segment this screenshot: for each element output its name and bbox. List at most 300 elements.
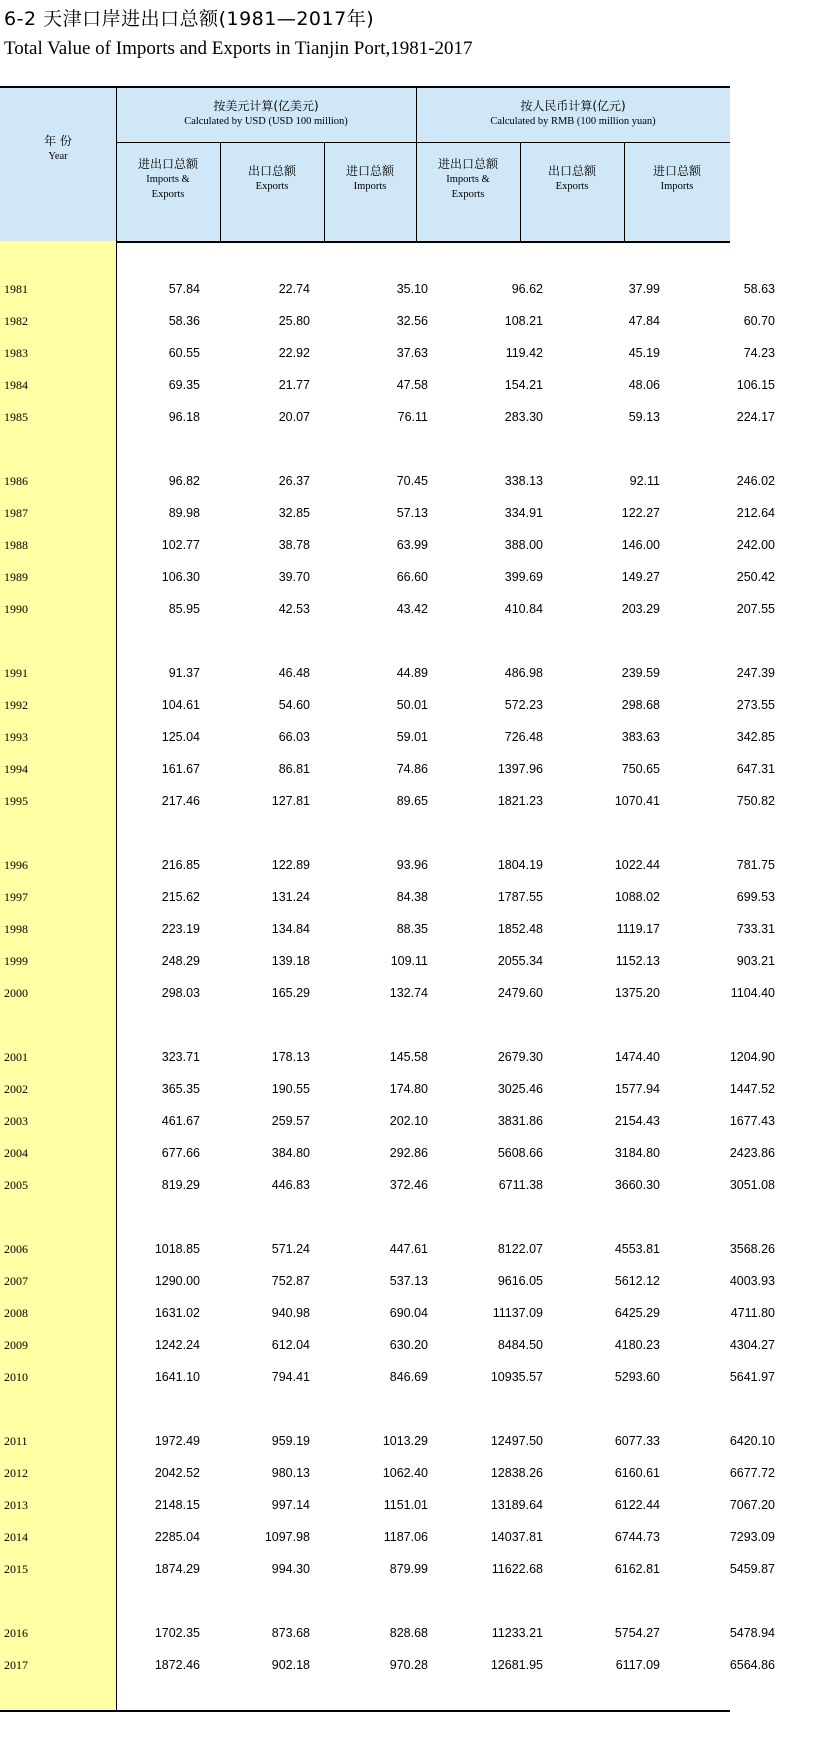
cell-year: 2010	[4, 1370, 28, 1384]
cell-rmb-exports: 6425.29	[614, 1306, 660, 1320]
cell-usd-total: 57.84	[168, 282, 200, 296]
cell-year: 2001	[4, 1050, 28, 1064]
cell-rmb-imports: 7067.20	[729, 1498, 775, 1512]
cell-year: 1997	[4, 890, 28, 904]
cell-usd-exports: 21.77	[278, 378, 310, 392]
rmb-exports-header: 出口总额 Exports	[547, 164, 596, 192]
cell-rmb-total: 3831.86	[497, 1114, 543, 1128]
cell-rmb-total: 410.84	[504, 602, 543, 616]
cell-usd-exports: 22.74	[278, 282, 310, 296]
cell-rmb-exports: 239.59	[621, 666, 660, 680]
cell-rmb-total: 283.30	[504, 410, 543, 424]
cell-usd-imports: 35.10	[396, 282, 428, 296]
cell-rmb-total: 8484.50	[497, 1338, 543, 1352]
cell-usd-imports: 32.56	[396, 314, 428, 328]
usd-group-header	[116, 98, 416, 129]
table-row	[0, 1175, 775, 1195]
cell-rmb-exports: 5612.12	[614, 1274, 660, 1288]
cell-year: 2003	[4, 1114, 28, 1128]
cell-usd-exports: 38.78	[278, 538, 310, 552]
cell-usd-exports: 1097.98	[264, 1530, 310, 1544]
cell-usd-exports: 32.85	[278, 506, 310, 520]
header-divider	[116, 142, 730, 143]
cell-usd-exports: 66.03	[278, 730, 310, 744]
cell-year: 1986	[4, 474, 28, 488]
year-column-divider	[116, 241, 117, 1710]
cell-rmb-exports: 3184.80	[614, 1146, 660, 1160]
cell-usd-total: 1631.02	[154, 1306, 200, 1320]
cell-usd-total: 106.30	[161, 570, 200, 584]
cell-usd-imports: 50.01	[396, 698, 428, 712]
table-row	[0, 599, 775, 619]
cell-rmb-total: 2055.34	[497, 954, 543, 968]
header-divider	[520, 142, 521, 241]
cell-usd-total: 223.19	[161, 922, 200, 936]
usd-exports-header: 出口总额 Exports	[247, 164, 296, 192]
cell-rmb-exports: 3660.30	[614, 1178, 660, 1192]
cell-rmb-imports: 733.31	[736, 922, 775, 936]
cell-rmb-total: 486.98	[504, 666, 543, 680]
cell-rmb-imports: 58.63	[743, 282, 775, 296]
cell-year: 2002	[4, 1082, 28, 1096]
cell-usd-total: 96.18	[168, 410, 200, 424]
header-divider	[220, 142, 221, 241]
cell-usd-total: 85.95	[168, 602, 200, 616]
cell-usd-exports: 259.57	[271, 1114, 310, 1128]
cell-rmb-imports: 106.15	[736, 378, 775, 392]
table-row	[0, 471, 775, 491]
cell-usd-total: 1874.29	[154, 1562, 200, 1576]
cell-rmb-exports: 48.06	[628, 378, 660, 392]
table-row	[0, 311, 775, 331]
cell-year: 2017	[4, 1658, 28, 1672]
cell-rmb-imports: 60.70	[743, 314, 775, 328]
cell-rmb-total: 10935.57	[490, 1370, 543, 1384]
table-row	[0, 407, 775, 427]
cell-usd-imports: 372.46	[389, 1178, 428, 1192]
cell-usd-exports: 384.80	[271, 1146, 310, 1160]
cell-usd-exports: 139.18	[271, 954, 310, 968]
cell-rmb-exports: 2154.43	[614, 1114, 660, 1128]
table-title-en: Total Value of Imports and Exports in Tianjin Port,1981-2017	[4, 38, 473, 59]
cell-rmb-imports: 246.02	[736, 474, 775, 488]
cell-rmb-exports: 37.99	[628, 282, 660, 296]
cell-usd-total: 677.66	[161, 1146, 200, 1160]
header-divider	[324, 142, 325, 241]
cell-rmb-total: 13189.64	[490, 1498, 543, 1512]
cell-usd-exports: 46.48	[278, 666, 310, 680]
cell-usd-exports: 54.60	[278, 698, 310, 712]
cell-year: 2015	[4, 1562, 28, 1576]
usd-total-header: 进出口总额 Imports & Exports	[137, 157, 198, 200]
year-column-background	[0, 241, 116, 1710]
cell-usd-imports: 44.89	[396, 666, 428, 680]
cell-rmb-imports: 647.31	[736, 762, 775, 776]
cell-rmb-imports: 242.00	[736, 538, 775, 552]
cell-usd-total: 104.61	[161, 698, 200, 712]
cell-year: 2005	[4, 1178, 28, 1192]
cell-rmb-imports: 5641.97	[729, 1370, 775, 1384]
cell-rmb-imports: 224.17	[736, 410, 775, 424]
cell-rmb-total: 726.48	[504, 730, 543, 744]
table-row	[0, 279, 775, 299]
cell-usd-exports: 997.14	[271, 1498, 310, 1512]
cell-year: 2016	[4, 1626, 28, 1640]
cell-year: 2006	[4, 1242, 28, 1256]
table-title-cn: 6-2 天津口岸进出口总额(1981—2017年)	[4, 8, 375, 30]
cell-usd-imports: 202.10	[389, 1114, 428, 1128]
cell-rmb-total: 572.23	[504, 698, 543, 712]
table-row	[0, 855, 775, 875]
table-row	[0, 503, 775, 523]
table-row	[0, 1079, 775, 1099]
table-row	[0, 1463, 775, 1483]
cell-usd-exports: 178.13	[271, 1050, 310, 1064]
table-row	[0, 1495, 775, 1515]
cell-usd-total: 1872.46	[154, 1658, 200, 1672]
usd-group-cn: 按美元计算(亿美元)	[213, 99, 319, 113]
cell-usd-exports: 959.19	[271, 1434, 310, 1448]
cell-rmb-imports: 4711.80	[730, 1306, 775, 1320]
cell-rmb-total: 399.69	[504, 570, 543, 584]
cell-usd-imports: 43.42	[396, 602, 428, 616]
cell-rmb-total: 3025.46	[497, 1082, 543, 1096]
cell-rmb-total: 108.21	[504, 314, 543, 328]
cell-usd-total: 365.35	[161, 1082, 200, 1096]
cell-rmb-exports: 47.84	[628, 314, 660, 328]
table-row	[0, 759, 775, 779]
cell-usd-total: 1702.35	[154, 1626, 200, 1640]
table-row	[0, 1303, 775, 1323]
cell-year: 1993	[4, 730, 28, 744]
cell-year: 2008	[4, 1306, 28, 1320]
cell-usd-total: 819.29	[161, 1178, 200, 1192]
cell-year: 2009	[4, 1338, 28, 1352]
cell-rmb-total: 1397.96	[497, 762, 543, 776]
cell-usd-imports: 84.38	[396, 890, 428, 904]
cell-year: 2007	[4, 1274, 28, 1288]
cell-usd-exports: 39.70	[278, 570, 310, 584]
cell-year: 2004	[4, 1146, 28, 1160]
cell-rmb-exports: 6077.33	[614, 1434, 660, 1448]
cell-usd-imports: 66.60	[396, 570, 428, 584]
cell-usd-total: 217.46	[161, 794, 200, 808]
cell-rmb-imports: 6564.86	[729, 1658, 775, 1672]
table-row	[0, 1527, 775, 1547]
cell-usd-total: 215.62	[161, 890, 200, 904]
usd-group-en: Calculated by USD (USD 100 million)	[184, 116, 348, 127]
cell-usd-total: 2285.04	[154, 1530, 200, 1544]
cell-rmb-imports: 750.82	[736, 794, 775, 808]
cell-rmb-exports: 6117.09	[615, 1658, 660, 1672]
cell-usd-imports: 690.04	[389, 1306, 428, 1320]
table-header	[0, 88, 730, 243]
cell-usd-imports: 537.13	[389, 1274, 428, 1288]
rmb-group-cn: 按人民币计算(亿元)	[520, 99, 626, 113]
cell-year: 1983	[4, 346, 28, 360]
table-row	[0, 343, 775, 363]
cell-rmb-total: 1804.19	[497, 858, 543, 872]
cell-year: 1990	[4, 602, 28, 616]
cell-usd-imports: 846.69	[389, 1370, 428, 1384]
cell-rmb-exports: 1070.41	[614, 794, 660, 808]
cell-rmb-imports: 212.64	[736, 506, 775, 520]
cell-year: 2014	[4, 1530, 28, 1544]
cell-usd-total: 1972.49	[154, 1434, 200, 1448]
cell-rmb-total: 12681.95	[490, 1658, 543, 1672]
cell-usd-total: 1641.10	[154, 1370, 200, 1384]
cell-usd-total: 461.67	[161, 1114, 200, 1128]
cell-rmb-imports: 207.55	[736, 602, 775, 616]
cell-usd-exports: 571.24	[271, 1242, 310, 1256]
cell-usd-imports: 828.68	[389, 1626, 428, 1640]
cell-usd-imports: 37.63	[396, 346, 428, 360]
year-header	[0, 133, 116, 164]
cell-usd-imports: 1013.29	[382, 1434, 428, 1448]
usd-imports-header: 进口总额 Imports	[345, 164, 394, 192]
cell-usd-exports: 446.83	[271, 1178, 310, 1192]
cell-rmb-exports: 383.63	[621, 730, 660, 744]
cell-usd-total: 1242.24	[154, 1338, 200, 1352]
cell-year: 1989	[4, 570, 28, 584]
cell-usd-imports: 174.80	[389, 1082, 428, 1096]
cell-rmb-total: 12497.50	[490, 1434, 543, 1448]
cell-usd-imports: 1062.40	[382, 1466, 428, 1480]
cell-usd-exports: 86.81	[278, 762, 310, 776]
cell-rmb-total: 1821.23	[497, 794, 543, 808]
cell-usd-exports: 994.30	[271, 1562, 310, 1576]
rmb-imports-header: 进口总额 Imports	[652, 164, 701, 192]
table-row	[0, 1367, 775, 1387]
bottom-rule	[0, 1710, 730, 1712]
cell-rmb-total: 338.13	[504, 474, 543, 488]
table-row	[0, 727, 775, 747]
table-row	[0, 1271, 775, 1291]
cell-usd-total: 102.77	[161, 538, 200, 552]
cell-rmb-total: 8122.07	[497, 1242, 543, 1256]
cell-usd-exports: 940.98	[271, 1306, 310, 1320]
cell-rmb-imports: 699.53	[736, 890, 775, 904]
cell-rmb-total: 6711.38	[498, 1178, 543, 1192]
table-row	[0, 695, 775, 715]
cell-rmb-exports: 92.11	[629, 474, 660, 488]
cell-usd-imports: 292.86	[389, 1146, 428, 1160]
cell-usd-total: 1290.00	[154, 1274, 200, 1288]
cell-usd-imports: 76.11	[397, 410, 428, 424]
cell-usd-exports: 902.18	[271, 1658, 310, 1672]
table-row	[0, 1335, 775, 1355]
year-header-en: Year	[48, 151, 68, 162]
cell-rmb-total: 96.62	[511, 282, 543, 296]
cell-rmb-imports: 1104.40	[730, 986, 775, 1000]
cell-rmb-imports: 5478.94	[729, 1626, 775, 1640]
table-row	[0, 1143, 775, 1163]
cell-year: 1985	[4, 410, 28, 424]
table-row	[0, 951, 775, 971]
header-divider	[416, 88, 417, 241]
table-row	[0, 1111, 775, 1131]
cell-usd-imports: 132.74	[389, 986, 428, 1000]
cell-usd-imports: 59.01	[396, 730, 428, 744]
rmb-group-en: Calculated by RMB (100 million yuan)	[490, 116, 656, 127]
cell-rmb-total: 1787.55	[497, 890, 543, 904]
cell-rmb-exports: 1577.94	[614, 1082, 660, 1096]
cell-year: 1987	[4, 506, 28, 520]
cell-rmb-exports: 4180.23	[614, 1338, 660, 1352]
cell-usd-exports: 165.29	[271, 986, 310, 1000]
cell-rmb-total: 11233.21	[491, 1626, 543, 1640]
cell-rmb-imports: 273.55	[736, 698, 775, 712]
table-row	[0, 375, 775, 395]
cell-year: 1999	[4, 954, 28, 968]
cell-rmb-total: 9616.05	[497, 1274, 543, 1288]
cell-year: 1994	[4, 762, 28, 776]
table-row	[0, 567, 775, 587]
cell-year: 1995	[4, 794, 28, 808]
cell-rmb-imports: 342.85	[736, 730, 775, 744]
cell-rmb-imports: 6677.72	[729, 1466, 775, 1480]
cell-rmb-total: 11137.09	[492, 1306, 543, 1320]
cell-rmb-imports: 2423.86	[729, 1146, 775, 1160]
cell-usd-exports: 980.13	[271, 1466, 310, 1480]
cell-rmb-exports: 1152.13	[615, 954, 660, 968]
cell-rmb-exports: 1088.02	[614, 890, 660, 904]
cell-rmb-exports: 5754.27	[614, 1626, 660, 1640]
table-row	[0, 887, 775, 907]
cell-year: 2012	[4, 1466, 28, 1480]
table-row	[0, 1623, 775, 1643]
cell-usd-exports: 26.37	[278, 474, 310, 488]
cell-rmb-imports: 1677.43	[729, 1114, 775, 1128]
cell-usd-imports: 70.45	[396, 474, 428, 488]
year-header-cn: 年 份	[44, 134, 72, 148]
cell-rmb-imports: 4304.27	[729, 1338, 775, 1352]
cell-usd-imports: 89.65	[396, 794, 428, 808]
cell-rmb-exports: 59.13	[628, 410, 660, 424]
cell-usd-exports: 134.84	[271, 922, 310, 936]
cell-usd-imports: 47.58	[396, 378, 428, 392]
cell-usd-total: 216.85	[161, 858, 200, 872]
table-row	[0, 1431, 775, 1451]
cell-usd-total: 1018.85	[154, 1242, 200, 1256]
cell-year: 2011	[4, 1434, 28, 1448]
cell-rmb-exports: 4553.81	[614, 1242, 660, 1256]
cell-rmb-total: 388.00	[504, 538, 543, 552]
cell-usd-imports: 1187.06	[383, 1530, 428, 1544]
cell-rmb-exports: 750.65	[621, 762, 660, 776]
table-row	[0, 919, 775, 939]
table-row	[0, 663, 775, 683]
cell-year: 1992	[4, 698, 28, 712]
cell-rmb-exports: 149.27	[621, 570, 660, 584]
cell-usd-total: 91.37	[168, 666, 200, 680]
cell-rmb-total: 154.21	[504, 378, 543, 392]
cell-usd-exports: 873.68	[271, 1626, 310, 1640]
cell-usd-exports: 612.04	[271, 1338, 310, 1352]
cell-usd-total: 248.29	[161, 954, 200, 968]
cell-usd-total: 2042.52	[154, 1466, 200, 1480]
cell-usd-total: 2148.15	[154, 1498, 200, 1512]
cell-usd-imports: 74.86	[396, 762, 428, 776]
cell-rmb-exports: 1119.17	[616, 922, 660, 936]
cell-usd-exports: 131.24	[271, 890, 310, 904]
cell-rmb-imports: 250.42	[736, 570, 775, 584]
cell-usd-imports: 145.58	[389, 1050, 428, 1064]
cell-usd-total: 89.98	[168, 506, 200, 520]
cell-year: 1988	[4, 538, 28, 552]
cell-year: 2013	[4, 1498, 28, 1512]
rmb-total-header: 进出口总额 Imports & Exports	[437, 157, 498, 200]
table-row	[0, 1559, 775, 1579]
cell-rmb-exports: 45.19	[628, 346, 660, 360]
cell-usd-exports: 122.89	[271, 858, 310, 872]
cell-usd-imports: 447.61	[389, 1242, 428, 1256]
cell-usd-exports: 794.41	[271, 1370, 310, 1384]
cell-usd-imports: 63.99	[396, 538, 428, 552]
cell-rmb-exports: 298.68	[621, 698, 660, 712]
cell-rmb-exports: 1022.44	[614, 858, 660, 872]
cell-rmb-total: 119.42	[505, 346, 543, 360]
cell-year: 1996	[4, 858, 28, 872]
cell-year: 2000	[4, 986, 28, 1000]
cell-rmb-total: 12838.26	[490, 1466, 543, 1480]
cell-usd-total: 96.82	[168, 474, 200, 488]
cell-rmb-imports: 781.75	[736, 858, 775, 872]
table-row	[0, 983, 775, 1003]
cell-usd-total: 69.35	[168, 378, 200, 392]
cell-usd-imports: 970.28	[389, 1658, 428, 1672]
table-row	[0, 1047, 775, 1067]
cell-rmb-exports: 1474.40	[614, 1050, 660, 1064]
cell-rmb-total: 334.91	[504, 506, 543, 520]
cell-rmb-imports: 7293.09	[729, 1530, 775, 1544]
cell-year: 1998	[4, 922, 28, 936]
table-row	[0, 1239, 775, 1259]
cell-rmb-total: 5608.66	[497, 1146, 543, 1160]
rmb-group-header	[416, 98, 730, 129]
cell-usd-imports: 88.35	[396, 922, 428, 936]
header-divider	[624, 142, 625, 241]
cell-rmb-imports: 4003.93	[729, 1274, 775, 1288]
cell-usd-total: 323.71	[161, 1050, 200, 1064]
cell-usd-exports: 752.87	[271, 1274, 310, 1288]
cell-usd-total: 60.55	[168, 346, 200, 360]
cell-rmb-exports: 6744.73	[614, 1530, 660, 1544]
cell-usd-exports: 190.55	[271, 1082, 310, 1096]
cell-rmb-imports: 3051.08	[729, 1178, 775, 1192]
cell-rmb-imports: 1204.90	[729, 1050, 775, 1064]
cell-rmb-imports: 5459.87	[729, 1562, 775, 1576]
cell-usd-exports: 20.07	[278, 410, 310, 424]
table-row	[0, 791, 775, 811]
table-row	[0, 535, 775, 555]
cell-year: 1984	[4, 378, 28, 392]
cell-rmb-imports: 6420.10	[729, 1434, 775, 1448]
cell-usd-imports: 57.13	[396, 506, 428, 520]
table-row	[0, 1655, 775, 1675]
cell-rmb-imports: 74.23	[743, 346, 775, 360]
cell-year: 1981	[4, 282, 28, 296]
cell-usd-imports: 1151.01	[383, 1498, 428, 1512]
cell-usd-total: 161.67	[161, 762, 200, 776]
cell-rmb-imports: 247.39	[736, 666, 775, 680]
cell-usd-total: 125.04	[161, 730, 200, 744]
cell-rmb-exports: 6160.61	[614, 1466, 660, 1480]
cell-year: 1982	[4, 314, 28, 328]
cell-rmb-total: 2479.60	[497, 986, 543, 1000]
cell-rmb-exports: 122.27	[621, 506, 660, 520]
cell-usd-exports: 127.81	[271, 794, 310, 808]
